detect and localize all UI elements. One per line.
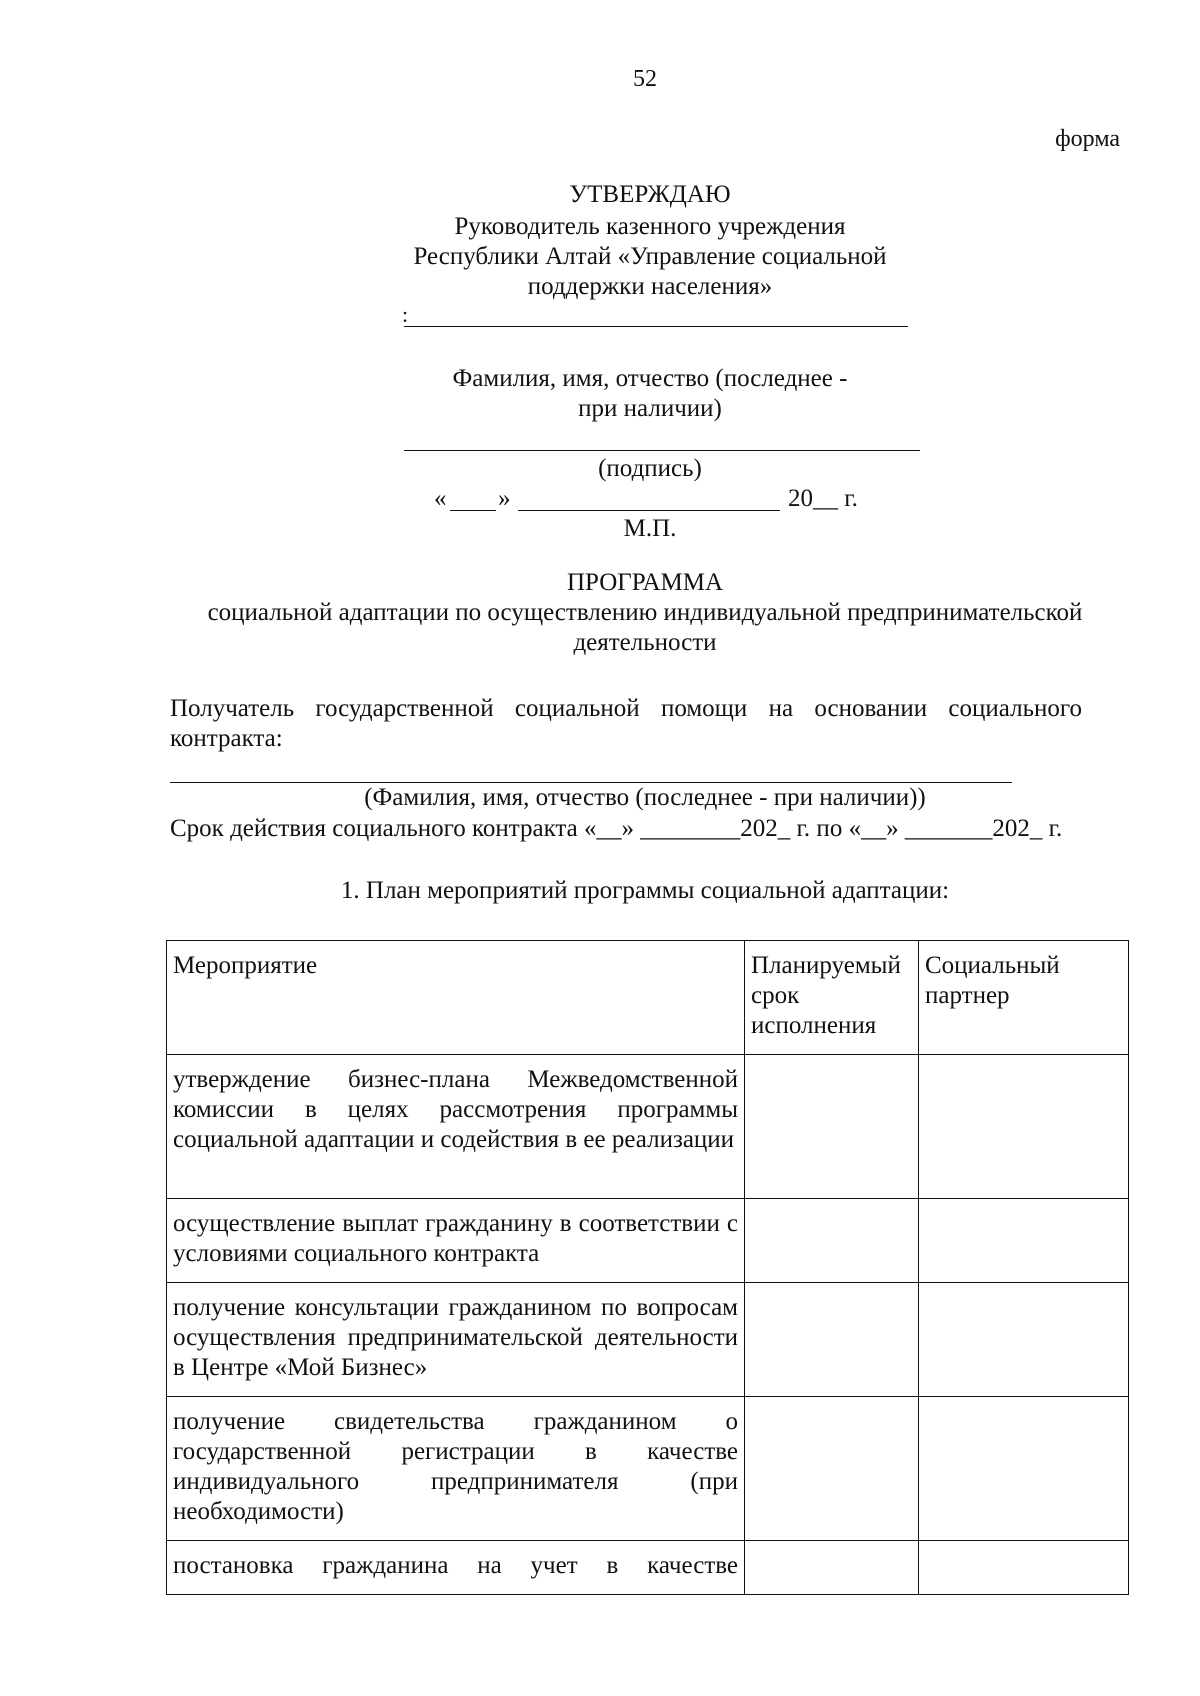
deadline-cell	[745, 1541, 919, 1595]
approval-head-line: Республики Алтай «Управление социальной	[413, 243, 887, 270]
plan-table	[166, 940, 1129, 1595]
date-month-line	[518, 510, 780, 511]
deadline-cell	[745, 1199, 919, 1283]
partner-cell	[919, 1055, 1129, 1199]
activity-cell: постановка гражданина на учет в качестве	[167, 1541, 745, 1595]
column-header-partner: Социальный партнер	[919, 941, 1129, 1055]
column-header-deadline: Планируемый срок исполнения	[745, 941, 919, 1055]
fio-label-line: Фамилия, имя, отчество (последнее -	[452, 365, 848, 392]
activity-cell: утверждение бизнес-плана Межведомственной комиссии в целях рассмотрения программы социальной адаптации и содействия в ее реализации	[167, 1055, 745, 1199]
deadline-cell	[745, 1055, 919, 1199]
date-year: 20__ г.	[788, 485, 858, 512]
contract-term: Срок действия социального контракта «__» ________202_ г. по «__» _______202_ г.	[170, 815, 1063, 842]
date-close-quote: »	[498, 485, 511, 512]
date-open-quote: «	[434, 485, 447, 512]
partner-cell	[919, 1541, 1129, 1595]
table-row	[167, 1055, 1129, 1199]
partner-cell	[919, 1283, 1129, 1397]
activity-cell: получение консультации гражданином по вопросам осуществления предпринимательской деятельности в Центре «Мой Бизнес»	[167, 1283, 745, 1397]
deadline-cell	[745, 1283, 919, 1397]
table-row	[167, 1397, 1129, 1541]
partner-cell	[919, 1199, 1129, 1283]
head-name-line	[404, 326, 908, 327]
page-number: 52	[633, 66, 657, 92]
date-day-line	[450, 510, 496, 511]
signature-line	[404, 450, 920, 451]
approval-title: УТВЕРЖДАЮ	[569, 181, 731, 208]
approval-head-position	[380, 212, 920, 302]
program-title: ПРОГРАММА	[566, 569, 724, 596]
form-label: форма	[1055, 126, 1120, 152]
approval-head-line: Руководитель казенного учреждения	[454, 213, 846, 240]
activity-cell: осуществление выплат гражданину в соответствии с условиями социального контракта	[167, 1199, 745, 1283]
recipient-text: Получатель государственной социальной помощи на основании социального контракта:	[170, 695, 1082, 752]
program-subtitle	[170, 598, 1120, 658]
approval-fio-label	[380, 364, 920, 424]
table-header-row	[167, 941, 1129, 1055]
plan-heading: 1. План мероприятий программы социальной адаптации:	[340, 877, 950, 904]
table-row	[167, 1541, 1129, 1595]
table-row	[167, 1283, 1129, 1397]
signature-label: (подпись)	[598, 455, 702, 482]
program-subtitle-line: деятельности	[573, 629, 717, 656]
fio-label-line: при наличии)	[578, 395, 722, 422]
recipient-fio-label: (Фамилия, имя, отчество (последнее - при наличии))	[364, 784, 926, 811]
approval-head-line: поддержки населения»	[527, 273, 773, 300]
program-subtitle-line: социальной адаптации по осуществлению индивидуальной предпринимательской	[207, 599, 1083, 626]
column-header-activity: Мероприятие	[167, 941, 745, 1055]
activity-cell: получение свидетельства гражданином о государственной регистрации в качестве индивидуального предпринимателя (при необходимости)	[167, 1397, 745, 1541]
deadline-cell	[745, 1397, 919, 1541]
partner-cell	[919, 1397, 1129, 1541]
table-row	[167, 1199, 1129, 1283]
colon-mark: :	[402, 302, 409, 327]
seal-label: М.П.	[623, 515, 677, 542]
